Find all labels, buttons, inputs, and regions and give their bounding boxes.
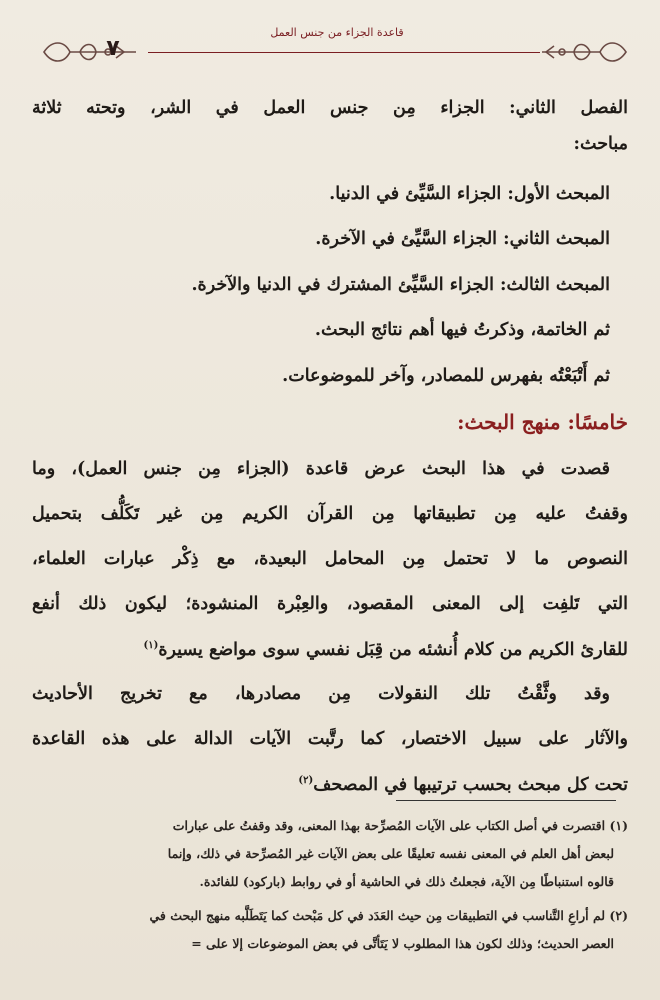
footnote-line: (١) اقتصرت في أصل الكتاب على الآيات المُصرِّحة بهذا المعنى، وقد وقفتُ على عبارات xyxy=(172,818,628,833)
floral-ornament-icon xyxy=(540,34,630,70)
body-line: الفصل الثاني: الجزاء مِن جنس العمل في الشر، وتحته ثلاثة xyxy=(32,98,628,118)
paragraph-line: التي تَلفِت إلى المعنى المقصود، والعِبْرة المنشودة؛ ليكون ذلك أنفع xyxy=(32,594,628,614)
footnote-ref: (٢) xyxy=(298,775,314,786)
body-line: المبحث الأول: الجزاء السَّيِّئ في الدنيا. xyxy=(329,184,610,204)
body-line: المبحث الثالث: الجزاء السَّيِّئ المشترك في الدنيا والآخرة. xyxy=(191,275,610,295)
section-heading: خامسًا: منهج البحث: xyxy=(457,410,628,434)
header-rule xyxy=(148,52,540,53)
paragraph-line: قصدت في هذا البحث عرض قاعدة (الجزاء مِن جنس العمل)، وما xyxy=(32,459,610,479)
paragraph-line: والآثار على سبيل الاختصار، كما رتَّبت الآيات الدالة على هذه القاعدة xyxy=(32,729,628,749)
paragraph-text: تحت كل مبحث بحسب ترتيبها في المصحف xyxy=(313,774,628,795)
footnote-line: قالوه استنباطًا مِن الآية، فجعلتُ ذلك في الحاشية أو في روابط (باركود) للفائدة. xyxy=(199,874,614,889)
body-line: ثم أَتْبَعْتُه بفهرس للمصادر، وآخر للموضوعات. xyxy=(282,366,610,386)
running-title: قاعدة الجزاء من جنس العمل xyxy=(270,26,404,39)
footnote-line: العصر الحديث؛ وذلك لكون هذا المطلوب لا يَتَأتَّى في بعض الموضوعات إلا على = xyxy=(191,936,614,951)
footnote-ref: (١) xyxy=(143,640,159,651)
paragraph-line: النصوص ما لا تحتمل مِن المحامل البعيدة، مع ذِكْر عبارات العلماء، xyxy=(32,549,628,569)
page-number: ٧ xyxy=(106,36,120,61)
body-line: المبحث الثاني: الجزاء السَّيِّئ في الآخرة. xyxy=(315,229,610,249)
paragraph-line-last xyxy=(32,776,628,794)
page-header xyxy=(40,20,630,76)
paragraph-text: للقارئ الكريم من كلام أُنشئه من قِبَل نفسي سوى مواضع يسيرة xyxy=(158,639,628,660)
paragraph-line: وقفتُ عليه مِن تطبيقاتها مِن القرآن الكريم مِن غير تَكَلُّف بتحميل xyxy=(32,504,628,524)
body-line: ثم الخاتمة، وذكرتُ فيها أهم نتائج البحث. xyxy=(314,320,610,340)
footnote-line: لبعض أهل العلم في المعنى نفسه تعليقًا على بعض الآيات غير المُصرِّحة في ذلك، وإنما xyxy=(167,846,614,861)
body-line: مباحث: xyxy=(573,134,628,154)
footnote-line: (٢) لم أراعِ التَّناسب في التطبيقات مِن حيث العَدَد في كل مَبْحث كما يَتَطَلَّبه منهج البحث في xyxy=(149,908,628,923)
footnote-separator xyxy=(396,800,616,801)
paragraph-line: وقد وثَّقْتُ تلك النقولات مِن مصادرها، مع تخريج الأحاديث xyxy=(32,684,610,704)
paragraph-line-last xyxy=(32,641,628,659)
